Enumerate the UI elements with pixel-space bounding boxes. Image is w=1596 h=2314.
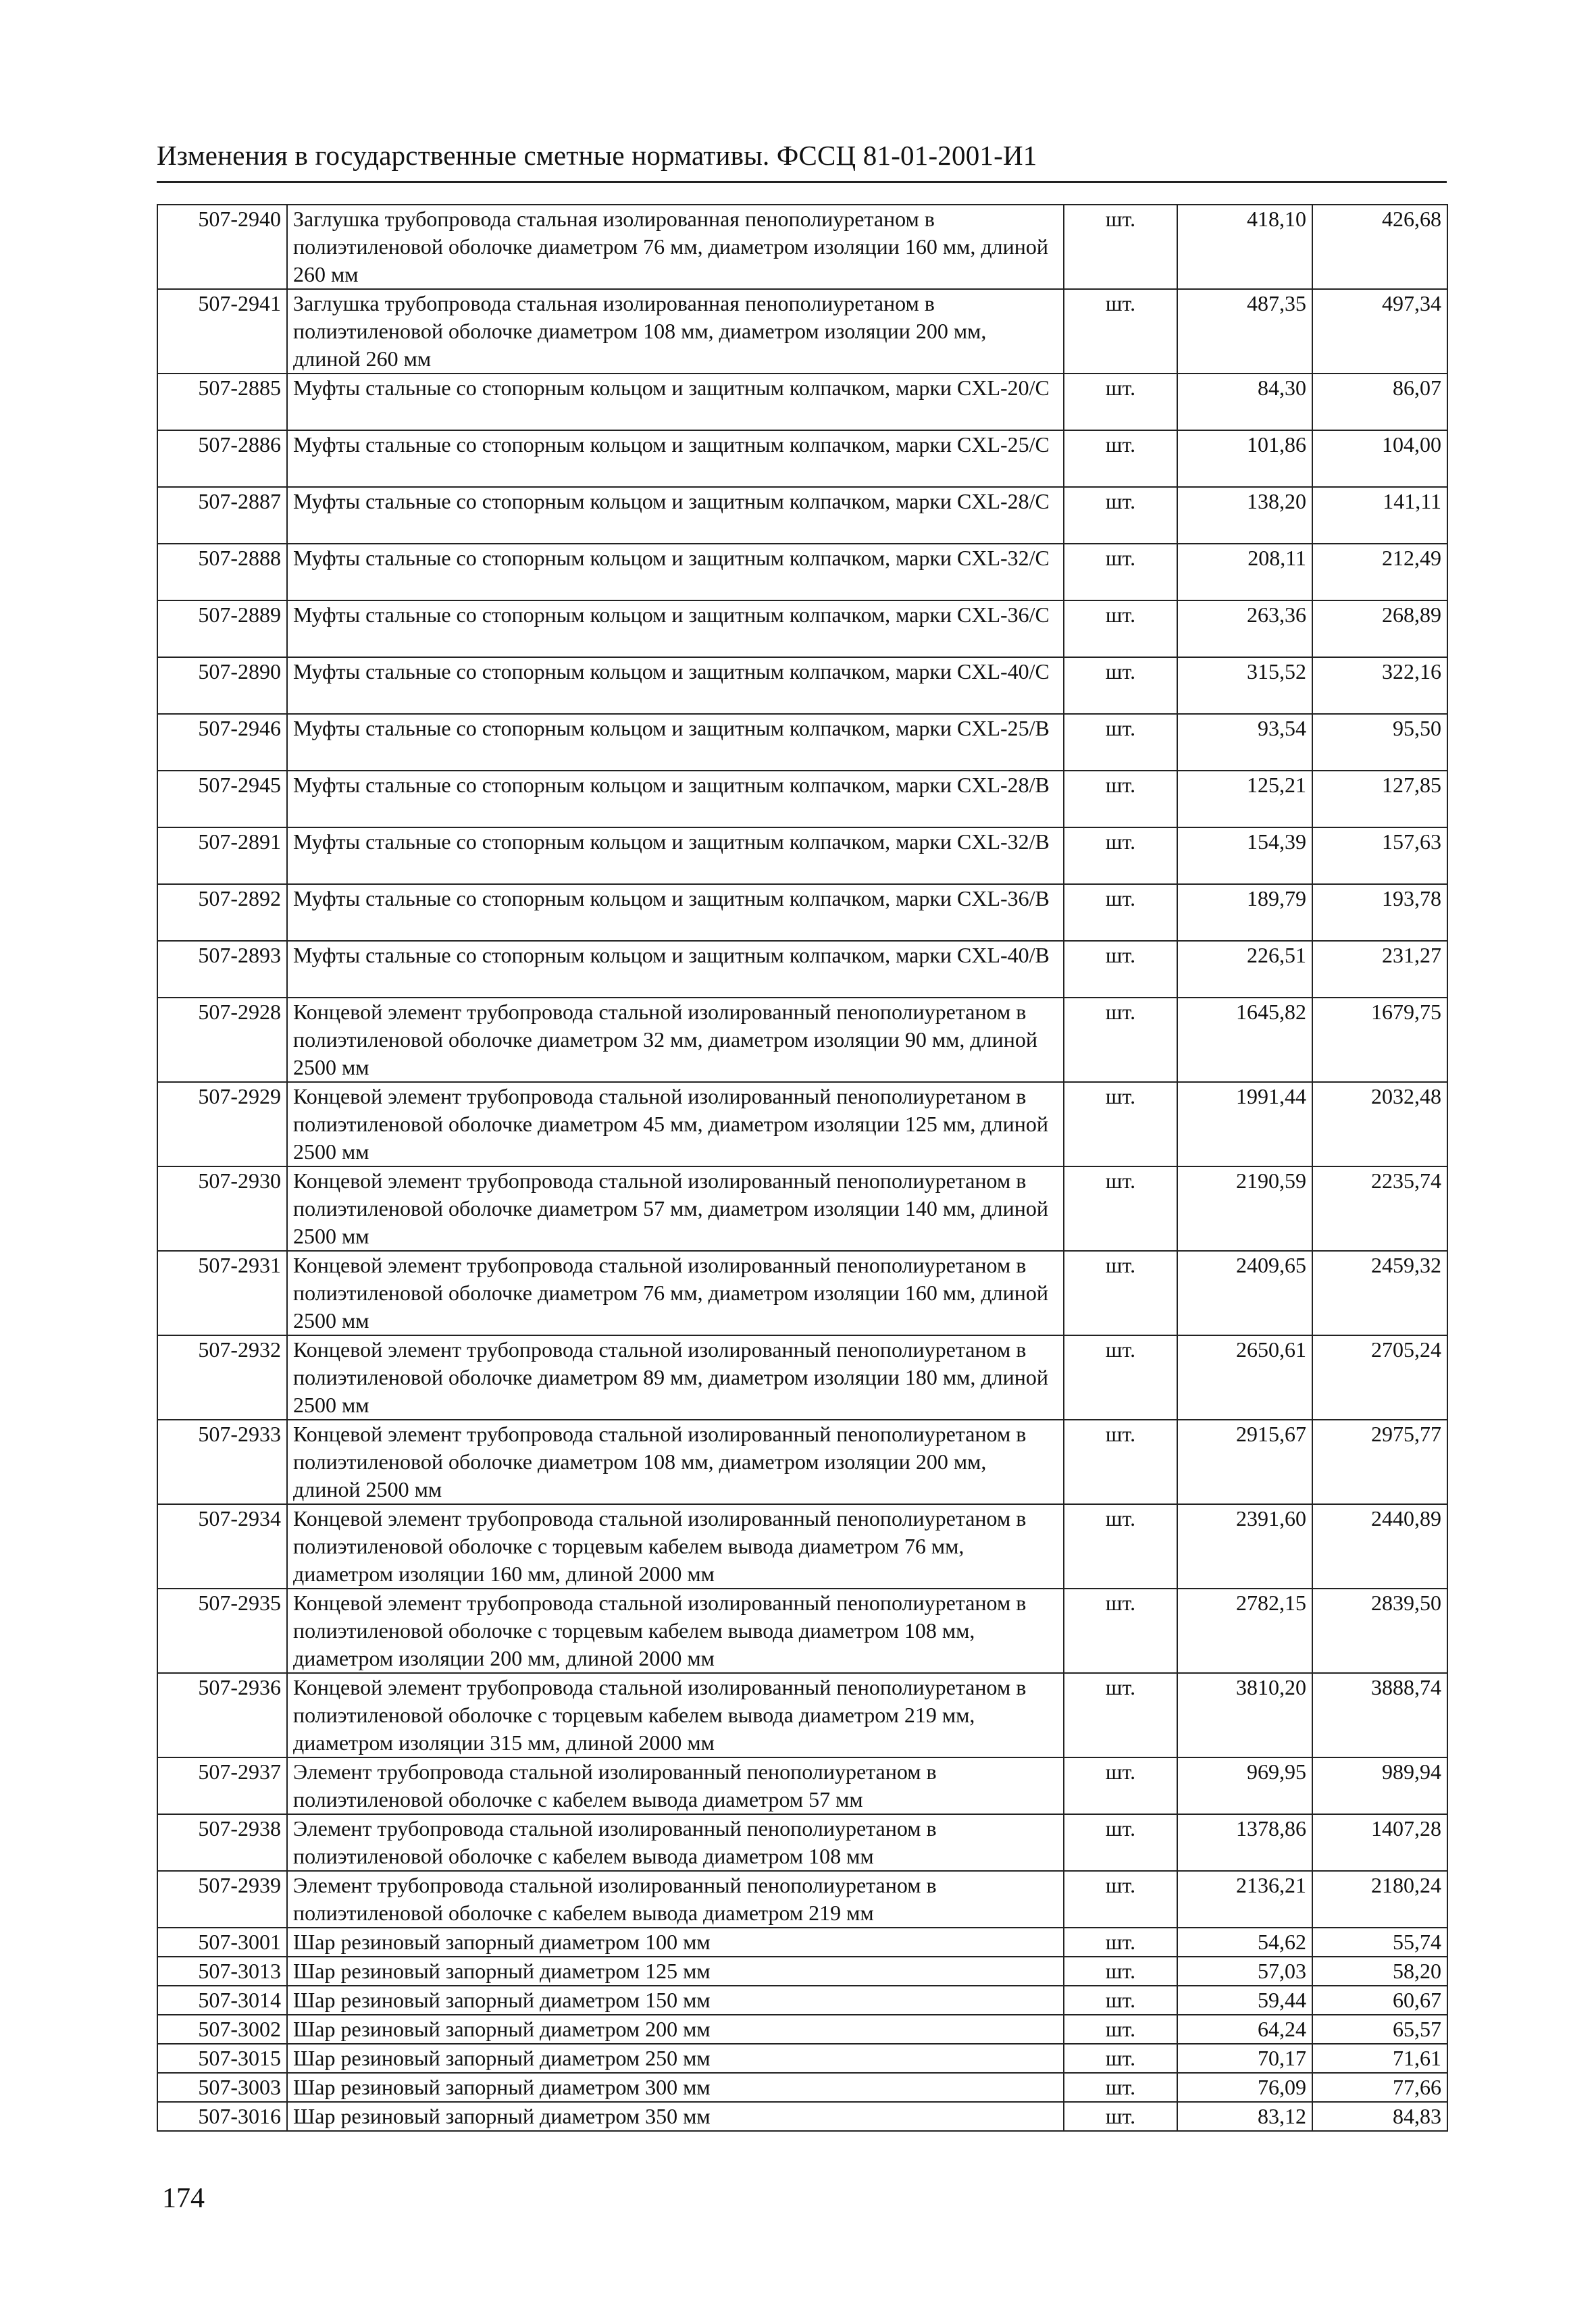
cell-price-1: 76,09 bbox=[1177, 2073, 1312, 2102]
cell-unit: шт. bbox=[1064, 998, 1177, 1082]
cell-price-2: 2180,24 bbox=[1312, 1871, 1447, 1928]
table-row bbox=[157, 884, 1447, 941]
cell-price-2: 55,74 bbox=[1312, 1928, 1447, 1957]
cell-unit: шт. bbox=[1064, 544, 1177, 600]
cell-code: 507-2932 bbox=[157, 1335, 287, 1420]
cell-code: 507-2888 bbox=[157, 544, 287, 600]
cell-price-2: 71,61 bbox=[1312, 2044, 1447, 2073]
cell-name: Элемент трубопровода стальной изолированный пенополиуретаном в полиэтиленовой оболочке с кабелем вывода диаметром 57 мм bbox=[287, 1757, 1064, 1814]
table-row bbox=[157, 1957, 1447, 1986]
cell-unit: шт. bbox=[1064, 430, 1177, 487]
cell-price-1: 125,21 bbox=[1177, 771, 1312, 827]
cell-price-1: 2136,21 bbox=[1177, 1871, 1312, 1928]
cell-name: Муфты стальные со стопорным кольцом и защитным колпачком, марки CXL-40/C bbox=[287, 657, 1064, 714]
cell-name: Муфты стальные со стопорным кольцом и защитным колпачком, марки CXL-32/C bbox=[287, 544, 1064, 600]
cell-code: 507-3003 bbox=[157, 2073, 287, 2102]
cell-name: Шар резиновый запорный диаметром 300 мм bbox=[287, 2073, 1064, 2102]
cell-name: Муфты стальные со стопорным кольцом и защитным колпачком, марки CXL-28/C bbox=[287, 487, 1064, 544]
cell-name: Элемент трубопровода стальной изолированный пенополиуретаном в полиэтиленовой оболочке с кабелем вывода диаметром 108 мм bbox=[287, 1814, 1064, 1871]
cell-unit: шт. bbox=[1064, 2044, 1177, 2073]
page-number: 174 bbox=[162, 2183, 205, 2214]
cell-code: 507-2886 bbox=[157, 430, 287, 487]
cell-code: 507-2941 bbox=[157, 289, 287, 374]
cell-unit: шт. bbox=[1064, 1871, 1177, 1928]
cell-code: 507-2946 bbox=[157, 714, 287, 771]
cell-name: Концевой элемент трубопровода стальной изолированный пенополиуретаном в полиэтиленовой оболочке диаметром 45 мм, диаметром изоляции 125 мм, длиной 2500 мм bbox=[287, 1082, 1064, 1166]
table-row bbox=[157, 2073, 1447, 2102]
cell-unit: шт. bbox=[1064, 1420, 1177, 1504]
cell-price-2: 157,63 bbox=[1312, 827, 1447, 884]
cell-price-1: 263,36 bbox=[1177, 600, 1312, 657]
table-row bbox=[157, 600, 1447, 657]
cell-unit: шт. bbox=[1064, 884, 1177, 941]
cell-name: Муфты стальные со стопорным кольцом и защитным колпачком, марки CXL-28/B bbox=[287, 771, 1064, 827]
cell-name: Шар резиновый запорный диаметром 350 мм bbox=[287, 2102, 1064, 2131]
cell-price-1: 2915,67 bbox=[1177, 1420, 1312, 1504]
cell-price-1: 226,51 bbox=[1177, 941, 1312, 998]
cell-price-1: 208,11 bbox=[1177, 544, 1312, 600]
cell-unit: шт. bbox=[1064, 1504, 1177, 1589]
cell-unit: шт. bbox=[1064, 1928, 1177, 1957]
cell-price-1: 2409,65 bbox=[1177, 1251, 1312, 1335]
table-row bbox=[157, 2015, 1447, 2044]
cell-code: 507-2928 bbox=[157, 998, 287, 1082]
table-row bbox=[157, 771, 1447, 827]
table-row bbox=[157, 1166, 1447, 1251]
cell-price-2: 497,34 bbox=[1312, 289, 1447, 374]
cell-unit: шт. bbox=[1064, 827, 1177, 884]
cell-name: Концевой элемент трубопровода стальной изолированный пенополиуретаном в полиэтиленовой оболочке диаметром 32 мм, диаметром изоляции 90 мм, длиной 2500 мм bbox=[287, 998, 1064, 1082]
cell-price-1: 138,20 bbox=[1177, 487, 1312, 544]
cell-name: Муфты стальные со стопорным кольцом и защитным колпачком, марки CXL-36/C bbox=[287, 600, 1064, 657]
cell-price-2: 65,57 bbox=[1312, 2015, 1447, 2044]
cell-name: Шар резиновый запорный диаметром 100 мм bbox=[287, 1928, 1064, 1957]
cell-code: 507-3013 bbox=[157, 1957, 287, 1986]
cell-name: Концевой элемент трубопровода стальной изолированный пенополиуретаном в полиэтиленовой оболочке с торцевым кабелем вывода диаметром 219 мм, диаметром изоляции 315 мм, длиной 2000 мм bbox=[287, 1673, 1064, 1757]
cell-name: Элемент трубопровода стальной изолированный пенополиуретаном в полиэтиленовой оболочке с кабелем вывода диаметром 219 мм bbox=[287, 1871, 1064, 1928]
page-header-title: Изменения в государственные сметные нормативы. ФССЦ 81-01-2001-И1 bbox=[157, 140, 1037, 171]
cell-price-1: 84,30 bbox=[1177, 374, 1312, 430]
cell-price-2: 212,49 bbox=[1312, 544, 1447, 600]
table-row bbox=[157, 374, 1447, 430]
cell-unit: шт. bbox=[1064, 1957, 1177, 1986]
cell-unit: шт. bbox=[1064, 2102, 1177, 2131]
cell-price-2: 2975,77 bbox=[1312, 1420, 1447, 1504]
table-row bbox=[157, 487, 1447, 544]
cell-code: 507-3014 bbox=[157, 1986, 287, 2015]
table-row bbox=[157, 941, 1447, 998]
cell-name: Концевой элемент трубопровода стальной изолированный пенополиуретаном в полиэтиленовой оболочке диаметром 76 мм, диаметром изоляции 160 мм, длиной 2500 мм bbox=[287, 1251, 1064, 1335]
cell-code: 507-2889 bbox=[157, 600, 287, 657]
table-row bbox=[157, 1504, 1447, 1589]
cell-unit: шт. bbox=[1064, 1814, 1177, 1871]
cell-code: 507-2890 bbox=[157, 657, 287, 714]
cell-name: Концевой элемент трубопровода стальной изолированный пенополиуретаном в полиэтиленовой оболочке с торцевым кабелем вывода диаметром 76 мм, диаметром изоляции 160 мм, длиной 2000 мм bbox=[287, 1504, 1064, 1589]
table-row bbox=[157, 1871, 1447, 1928]
cell-price-2: 104,00 bbox=[1312, 430, 1447, 487]
cell-unit: шт. bbox=[1064, 600, 1177, 657]
table-row bbox=[157, 1251, 1447, 1335]
cell-name: Муфты стальные со стопорным кольцом и защитным колпачком, марки CXL-32/B bbox=[287, 827, 1064, 884]
table-row bbox=[157, 1082, 1447, 1166]
cell-code: 507-2933 bbox=[157, 1420, 287, 1504]
cell-price-1: 1378,86 bbox=[1177, 1814, 1312, 1871]
cell-unit: шт. bbox=[1064, 374, 1177, 430]
cell-unit: шт. bbox=[1064, 1986, 1177, 2015]
price-table bbox=[157, 204, 1448, 2132]
cell-unit: шт. bbox=[1064, 2015, 1177, 2044]
cell-name: Концевой элемент трубопровода стальной изолированный пенополиуретаном в полиэтиленовой оболочке диаметром 108 мм, диаметром изоляции 200 мм, длиной 2500 мм bbox=[287, 1420, 1064, 1504]
cell-unit: шт. bbox=[1064, 1589, 1177, 1673]
cell-code: 507-2931 bbox=[157, 1251, 287, 1335]
cell-code: 507-2945 bbox=[157, 771, 287, 827]
cell-price-1: 2391,60 bbox=[1177, 1504, 1312, 1589]
cell-code: 507-2934 bbox=[157, 1504, 287, 1589]
cell-price-1: 154,39 bbox=[1177, 827, 1312, 884]
cell-code: 507-2935 bbox=[157, 1589, 287, 1673]
cell-price-1: 59,44 bbox=[1177, 1986, 1312, 2015]
cell-price-1: 64,24 bbox=[1177, 2015, 1312, 2044]
table-row bbox=[157, 1814, 1447, 1871]
cell-price-2: 58,20 bbox=[1312, 1957, 1447, 1986]
cell-name: Концевой элемент трубопровода стальной изолированный пенополиуретаном в полиэтиленовой оболочке диаметром 57 мм, диаметром изоляции 140 мм, длиной 2500 мм bbox=[287, 1166, 1064, 1251]
cell-price-2: 2440,89 bbox=[1312, 1504, 1447, 1589]
table-row bbox=[157, 205, 1447, 289]
cell-unit: шт. bbox=[1064, 2073, 1177, 2102]
cell-price-1: 315,52 bbox=[1177, 657, 1312, 714]
cell-unit: шт. bbox=[1064, 771, 1177, 827]
cell-name: Шар резиновый запорный диаметром 125 мм bbox=[287, 1957, 1064, 1986]
cell-code: 507-2937 bbox=[157, 1757, 287, 1814]
cell-price-1: 418,10 bbox=[1177, 205, 1312, 289]
price-table-body bbox=[157, 205, 1447, 2131]
cell-price-1: 83,12 bbox=[1177, 2102, 1312, 2131]
cell-code: 507-2929 bbox=[157, 1082, 287, 1166]
cell-unit: шт. bbox=[1064, 1082, 1177, 1166]
cell-code: 507-3001 bbox=[157, 1928, 287, 1957]
cell-price-1: 1991,44 bbox=[1177, 1082, 1312, 1166]
cell-price-1: 101,86 bbox=[1177, 430, 1312, 487]
cell-unit: шт. bbox=[1064, 289, 1177, 374]
table-row bbox=[157, 1335, 1447, 1420]
table-row bbox=[157, 1986, 1447, 2015]
cell-code: 507-2930 bbox=[157, 1166, 287, 1251]
cell-name: Муфты стальные со стопорным кольцом и защитным колпачком, марки CXL-20/C bbox=[287, 374, 1064, 430]
cell-unit: шт. bbox=[1064, 1251, 1177, 1335]
cell-code: 507-2893 bbox=[157, 941, 287, 998]
cell-price-2: 84,83 bbox=[1312, 2102, 1447, 2131]
cell-unit: шт. bbox=[1064, 1166, 1177, 1251]
cell-price-2: 127,85 bbox=[1312, 771, 1447, 827]
cell-price-1: 70,17 bbox=[1177, 2044, 1312, 2073]
table-row bbox=[157, 827, 1447, 884]
cell-price-2: 2705,24 bbox=[1312, 1335, 1447, 1420]
cell-price-2: 86,07 bbox=[1312, 374, 1447, 430]
cell-price-2: 426,68 bbox=[1312, 205, 1447, 289]
cell-code: 507-2940 bbox=[157, 205, 287, 289]
cell-price-2: 2839,50 bbox=[1312, 1589, 1447, 1673]
cell-price-1: 3810,20 bbox=[1177, 1673, 1312, 1757]
cell-name: Заглушка трубопровода стальная изолированная пенополиуретаном в полиэтиленовой оболочке диаметром 76 мм, диаметром изоляции 160 мм, длиной 260 мм bbox=[287, 205, 1064, 289]
cell-name: Шар резиновый запорный диаметром 200 мм bbox=[287, 2015, 1064, 2044]
cell-name: Муфты стальные со стопорным кольцом и защитным колпачком, марки CXL-40/B bbox=[287, 941, 1064, 998]
cell-price-1: 969,95 bbox=[1177, 1757, 1312, 1814]
cell-name: Концевой элемент трубопровода стальной изолированный пенополиуретаном в полиэтиленовой оболочке с торцевым кабелем вывода диаметром 108 мм, диаметром изоляции 200 мм, длиной 2000 мм bbox=[287, 1589, 1064, 1673]
cell-price-2: 268,89 bbox=[1312, 600, 1447, 657]
table-row bbox=[157, 1928, 1447, 1957]
cell-unit: шт. bbox=[1064, 941, 1177, 998]
cell-code: 507-2936 bbox=[157, 1673, 287, 1757]
cell-unit: шт. bbox=[1064, 205, 1177, 289]
table-row bbox=[157, 1420, 1447, 1504]
cell-code: 507-2939 bbox=[157, 1871, 287, 1928]
cell-unit: шт. bbox=[1064, 657, 1177, 714]
cell-price-1: 2190,59 bbox=[1177, 1166, 1312, 1251]
table-row bbox=[157, 544, 1447, 600]
cell-price-2: 3888,74 bbox=[1312, 1673, 1447, 1757]
cell-price-2: 1407,28 bbox=[1312, 1814, 1447, 1871]
cell-price-2: 2235,74 bbox=[1312, 1166, 1447, 1251]
cell-unit: шт. bbox=[1064, 1673, 1177, 1757]
cell-price-1: 57,03 bbox=[1177, 1957, 1312, 1986]
cell-price-2: 1679,75 bbox=[1312, 998, 1447, 1082]
table-row bbox=[157, 998, 1447, 1082]
cell-price-1: 54,62 bbox=[1177, 1928, 1312, 1957]
cell-price-2: 322,16 bbox=[1312, 657, 1447, 714]
cell-price-1: 2650,61 bbox=[1177, 1335, 1312, 1420]
cell-unit: шт. bbox=[1064, 1335, 1177, 1420]
cell-code: 507-2938 bbox=[157, 1814, 287, 1871]
table-row bbox=[157, 657, 1447, 714]
cell-code: 507-3016 bbox=[157, 2102, 287, 2131]
cell-price-2: 60,67 bbox=[1312, 1986, 1447, 2015]
cell-price-1: 2782,15 bbox=[1177, 1589, 1312, 1673]
cell-name: Муфты стальные со стопорным кольцом и защитным колпачком, марки CXL-25/B bbox=[287, 714, 1064, 771]
cell-code: 507-2891 bbox=[157, 827, 287, 884]
table-row bbox=[157, 2044, 1447, 2073]
cell-price-2: 2459,32 bbox=[1312, 1251, 1447, 1335]
cell-code: 507-3015 bbox=[157, 2044, 287, 2073]
cell-price-2: 231,27 bbox=[1312, 941, 1447, 998]
cell-price-1: 1645,82 bbox=[1177, 998, 1312, 1082]
cell-price-2: 77,66 bbox=[1312, 2073, 1447, 2102]
cell-code: 507-3002 bbox=[157, 2015, 287, 2044]
cell-price-2: 95,50 bbox=[1312, 714, 1447, 771]
cell-name: Муфты стальные со стопорным кольцом и защитным колпачком, марки CXL-25/C bbox=[287, 430, 1064, 487]
cell-unit: шт. bbox=[1064, 487, 1177, 544]
table-row bbox=[157, 2102, 1447, 2131]
cell-unit: шт. bbox=[1064, 1757, 1177, 1814]
cell-name: Шар резиновый запорный диаметром 150 мм bbox=[287, 1986, 1064, 2015]
table-row bbox=[157, 1757, 1447, 1814]
cell-price-2: 2032,48 bbox=[1312, 1082, 1447, 1166]
cell-name: Концевой элемент трубопровода стальной изолированный пенополиуретаном в полиэтиленовой оболочке диаметром 89 мм, диаметром изоляции 180 мм, длиной 2500 мм bbox=[287, 1335, 1064, 1420]
cell-code: 507-2887 bbox=[157, 487, 287, 544]
table-row bbox=[157, 714, 1447, 771]
cell-unit: шт. bbox=[1064, 714, 1177, 771]
table-row bbox=[157, 430, 1447, 487]
cell-price-1: 189,79 bbox=[1177, 884, 1312, 941]
header-rule bbox=[157, 181, 1447, 183]
cell-name: Заглушка трубопровода стальная изолированная пенополиуретаном в полиэтиленовой оболочке диаметром 108 мм, диаметром изоляции 200 мм, длиной 260 мм bbox=[287, 289, 1064, 374]
cell-code: 507-2892 bbox=[157, 884, 287, 941]
cell-code: 507-2885 bbox=[157, 374, 287, 430]
cell-price-2: 989,94 bbox=[1312, 1757, 1447, 1814]
cell-name: Муфты стальные со стопорным кольцом и защитным колпачком, марки CXL-36/B bbox=[287, 884, 1064, 941]
table-row bbox=[157, 1589, 1447, 1673]
table-row bbox=[157, 1673, 1447, 1757]
cell-price-1: 487,35 bbox=[1177, 289, 1312, 374]
cell-price-2: 193,78 bbox=[1312, 884, 1447, 941]
cell-price-1: 93,54 bbox=[1177, 714, 1312, 771]
cell-name: Шар резиновый запорный диаметром 250 мм bbox=[287, 2044, 1064, 2073]
table-row bbox=[157, 289, 1447, 374]
cell-price-2: 141,11 bbox=[1312, 487, 1447, 544]
